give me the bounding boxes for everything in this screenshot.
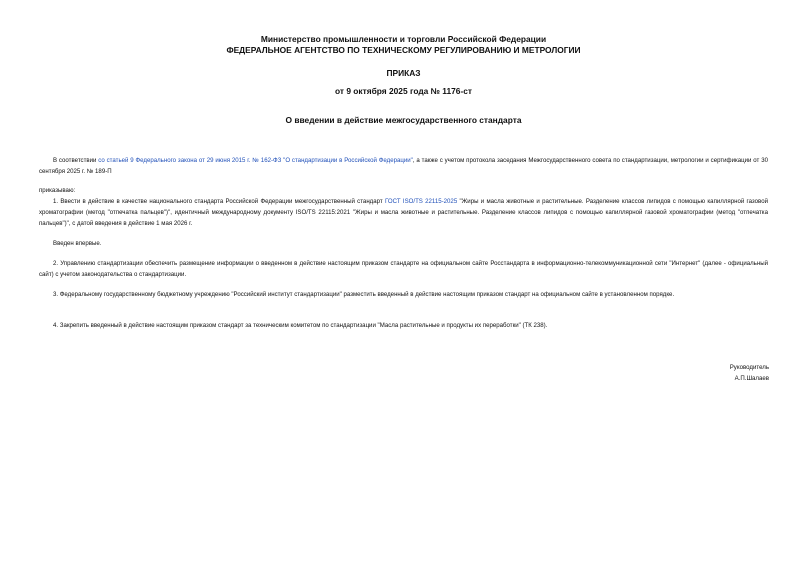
first-time-note: Введен впервые. — [53, 240, 102, 247]
intro-text-after: , а также с учетом протокола заседания Межгосударственного совета по стандартизации, метрологии и сертификации от 30 сентября 2025 г. № 189-П — [39, 157, 768, 175]
item-1-text-after: "Жиры и масла животные и растительные. Разделение классов липидов с помощью капиллярной газовой хроматографии (метод "отпечатка пальцев")", идентичный международному документу ISO/TS 22115:2021 "Жиры и масла животные и растительные. Разделение классов липидов с помощью капиллярной газовой хроматографии (метод "отпечатка пальцев")", с датой введения в действие 1 мая 2026 г. — [39, 198, 769, 227]
item-2-paragraph: 2. Управлению стандартизации обеспечить размещение информации о введенном в действие настоящим приказом стандарте на официальном сайте Росстандарта в информационно-телекоммуникационной сети "Интернет" (далее - официальный сайт) с учетом законодательства о стандартизации. — [39, 260, 768, 278]
signatory-position: Руководитель — [729, 364, 769, 371]
item-3-paragraph: 3. Федеральному государственному бюджетному учреждению "Российский институт стандартизации" разместить введенный в действие настоящим приказом стандарт на официальном сайте в установленном порядке. — [53, 291, 675, 298]
document-title: О введении в действие межгосударственного стандарта — [285, 115, 522, 125]
document-type: ПРИКАЗ — [386, 68, 421, 78]
document-date-number: от 9 октября 2025 года № 1176-ст — [334, 86, 473, 96]
agency-name: ФЕДЕРАЛЬНОЕ АГЕНТСТВО ПО ТЕХНИЧЕСКОМУ РЕГУЛИРОВАНИЮ И МЕТРОЛОГИИ — [226, 45, 581, 55]
item-1-text-before: 1. Ввести в действие в качестве национального стандарта Российской Федерации межгосударственный стандарт — [53, 198, 385, 205]
signatory-name: А.П.Шалаев — [734, 375, 769, 382]
federal-law-link[interactable]: со статьей 9 Федерального закона от 29 июня 2015 г. № 162-ФЗ "О стандартизации в Российской Федерации" — [98, 157, 413, 164]
item-1-paragraph — [39, 196, 768, 229]
intro-text-before: В соответствии — [53, 157, 99, 164]
intro-paragraph — [39, 155, 768, 177]
standard-link[interactable]: ГОСТ ISO/TS 22115-2025 — [384, 198, 458, 205]
ordered-text: приказываю: — [39, 187, 76, 194]
item-4-paragraph: 4. Закрепить введенный в действие настоящим приказом стандарт за техническим комитетом по стандартизации "Масла растительные и продукты их переработки" (ТК 238). — [53, 322, 548, 329]
ministry-name: Министерство промышленности и торговли Российской Федерации — [260, 34, 547, 44]
